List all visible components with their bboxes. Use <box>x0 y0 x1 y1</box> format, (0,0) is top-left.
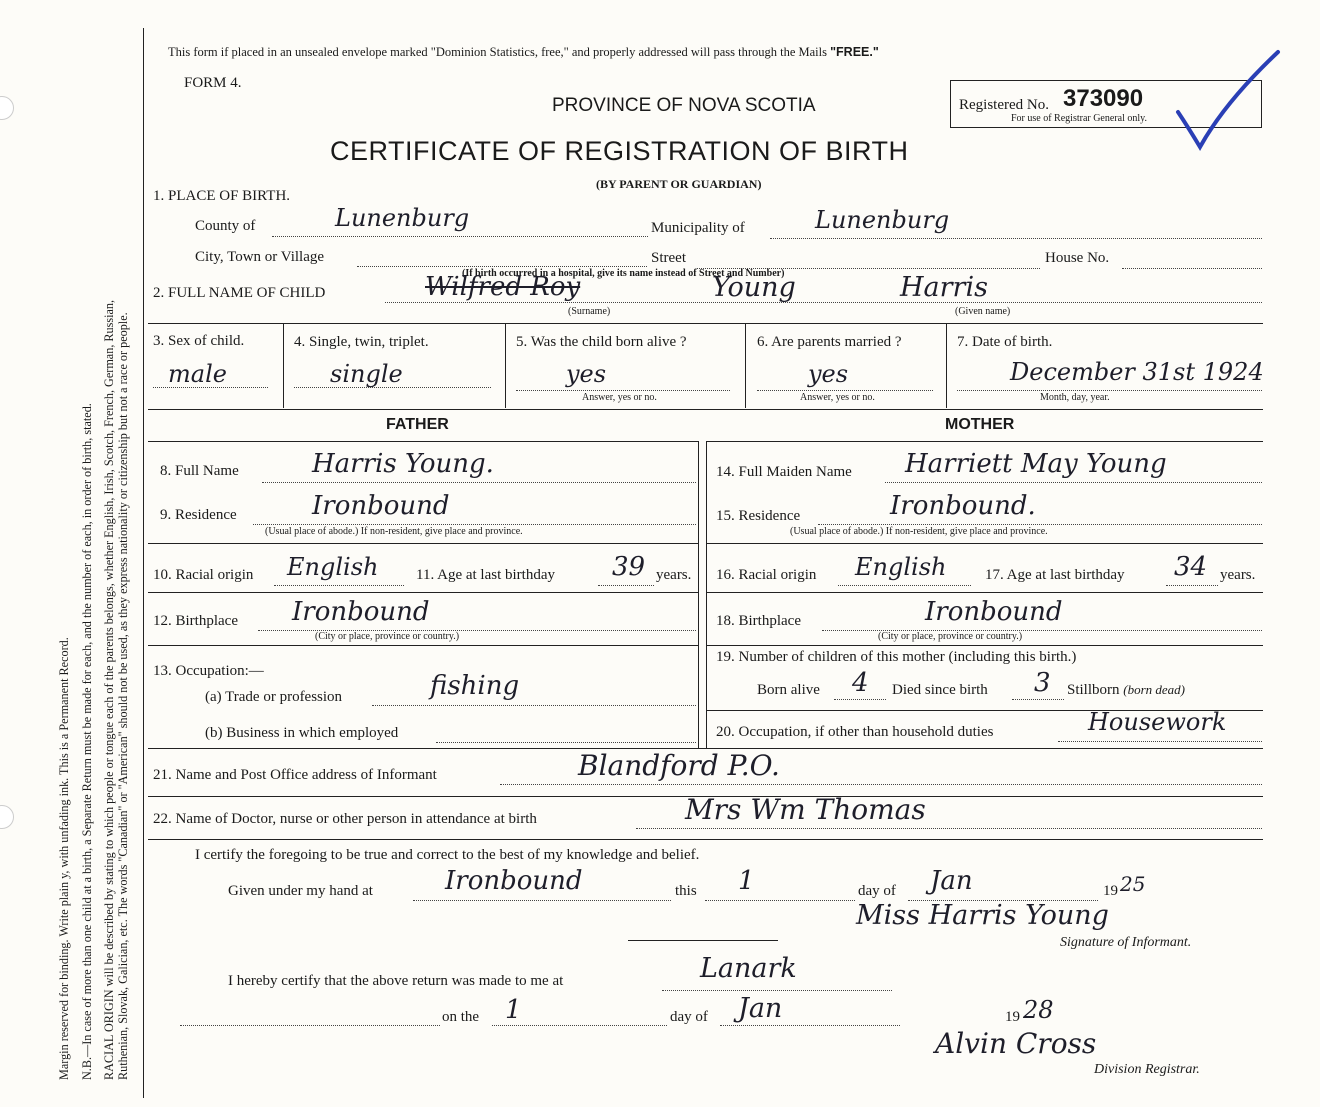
children-count-label: 19. Number of children of this mother (including this birth.) <box>716 649 1077 665</box>
divider-6-7 <box>946 323 947 408</box>
died-label: Died since birth <box>892 682 988 698</box>
reg-month-value: Jan <box>738 993 783 1024</box>
on-the-label: on the <box>442 1009 480 1025</box>
stillborn-note: (born dead) <box>1123 682 1186 697</box>
dob-label: 7. Date of birth. <box>957 334 1053 350</box>
reg-day-value: 1 <box>505 995 522 1025</box>
county-label: County of <box>195 218 256 234</box>
mother-residence-label: 15. Residence <box>716 508 801 524</box>
day-of-label: day of <box>858 883 896 899</box>
separator-rule <box>628 940 778 941</box>
child-name-label: 2. FULL NAME OF CHILD <box>153 285 326 301</box>
father-residence-note: (Usual place of abode.) If non-resident, give place and province. <box>265 526 523 537</box>
doctor-line <box>636 828 1262 829</box>
child-surname: Young <box>712 272 796 303</box>
mother-years-label: years. <box>1220 567 1256 583</box>
registrar-use-note: For use of Registrar General only. <box>1011 113 1147 124</box>
city-label: City, Town or Village <box>195 249 325 265</box>
informant-signature-label: Signature of Informant. <box>1060 935 1192 950</box>
dob-line <box>957 390 1262 391</box>
divider-row-birthplace-r <box>706 645 1263 646</box>
informant-value: Blandford P.O. <box>578 749 780 782</box>
place-of-birth-heading: 1. PLACE OF BIRTH. <box>153 188 291 204</box>
mail-notice <box>168 45 879 60</box>
divider-mother-head <box>706 441 1263 442</box>
year-suffix: 25 <box>1120 872 1146 896</box>
registrar-signature: Alvin Cross <box>935 1027 1097 1060</box>
province-heading: PROVINCE OF NOVA SCOTIA <box>552 95 816 116</box>
divider-row-residence-r <box>706 543 1263 544</box>
divider-parents-top <box>148 409 1263 410</box>
divider-father-head <box>148 441 698 442</box>
divider-4-5 <box>505 323 506 408</box>
mother-birthplace-value: Ironbound <box>925 597 1063 627</box>
mother-name-value: Harriett May Young <box>905 449 1167 479</box>
mother-birthplace-label: 18. Birthplace <box>716 613 801 629</box>
struck-given-name: Wilfred Roy <box>425 272 581 302</box>
died-value: 3 <box>1034 668 1051 698</box>
binding-hole-top <box>0 96 14 120</box>
form-number: FORM 4. <box>184 75 242 91</box>
binding-hole-bottom <box>0 805 14 829</box>
father-name-label: 8. Full Name <box>160 463 239 479</box>
divider-parents-right <box>706 441 707 748</box>
county-line <box>272 236 648 237</box>
plurality-label: 4. Single, twin, triplet. <box>294 334 429 350</box>
reg-month-line <box>720 1025 900 1026</box>
given-label: Given under my hand at <box>228 883 373 899</box>
mother-racial-line <box>838 585 971 586</box>
informant-signature: Miss Harris Young <box>856 900 1109 931</box>
married-answer-note: Answer, yes or no. <box>800 392 875 403</box>
father-age-line <box>598 585 654 586</box>
given-place-value: Ironbound <box>445 866 583 896</box>
father-age-value: 39 <box>612 552 646 582</box>
mother-occupation-line <box>1058 741 1262 742</box>
year-prefix: 19 <box>1103 883 1118 899</box>
father-birthplace-label: 12. Birthplace <box>153 613 238 629</box>
mother-name-label: 14. Full Maiden Name <box>716 464 852 480</box>
alive-label: 5. Was the child born alive ? <box>516 334 687 350</box>
mother-residence-note: (Usual place of abode.) If non-resident, give place and province. <box>790 526 1048 537</box>
divider-doctor <box>148 839 1263 840</box>
registered-number: 373090 <box>1063 85 1144 112</box>
margin-note-racial-2: Ruthenian, Slovak, Galician, etc. The words "Canadian" or "American" should not be used, as they express nationality or citizenship but not a race or people. <box>116 312 130 1080</box>
father-business-line <box>436 742 696 743</box>
mother-residence-value: Ironbound. <box>890 491 1036 521</box>
father-residence-label: 9. Residence <box>160 507 237 523</box>
municipality-label: Municipality of <box>651 220 745 236</box>
stillborn-label <box>1067 682 1185 699</box>
dob-note: Month, day, year. <box>1040 392 1110 403</box>
mail-notice-text: This form if placed in an unsealed envelope marked "Dominion Statistics, free," and properly addressed will pass through the Mails <box>168 45 827 59</box>
margin-note-racial: RACIAL ORIGIN will be described by stating to which people or tongue each of the parents belongs, whether English, Irish, Scotch, French, German, Russian, <box>102 299 116 1080</box>
father-residence-line <box>253 524 696 525</box>
reg-day-of-label: day of <box>670 1009 708 1025</box>
street-label: Street <box>651 250 686 266</box>
mail-free: "FREE." <box>830 45 879 59</box>
mother-age-label: 17. Age at last birthday <box>985 567 1125 583</box>
alive-line <box>516 390 730 391</box>
father-residence-value: Ironbound <box>312 491 450 521</box>
informant-line <box>500 784 1262 785</box>
divider-5-6 <box>745 323 746 408</box>
born-alive-value: 4 <box>852 668 869 698</box>
father-business-label: (b) Business in which employed <box>205 725 399 741</box>
divider-3-4 <box>283 323 284 408</box>
informant-label: 21. Name and Post Office address of Informant <box>153 767 437 783</box>
married-value: yes <box>808 360 849 388</box>
surname-note: (Surname) <box>568 306 611 317</box>
county-value: Lunenburg <box>335 204 470 232</box>
margin-note-binding: Margin reserved for binding. Write plain y, with unfading ink. This is a Permanent Record. <box>57 637 71 1080</box>
municipality-value: Lunenburg <box>815 206 950 234</box>
dob-value: December 31st 1924 <box>1010 358 1264 386</box>
day-value: 1 <box>738 866 755 896</box>
father-heading: FATHER <box>386 416 449 433</box>
mother-residence-line <box>818 524 1262 525</box>
hospital-note: (If birth occurred in a hospital, give its name instead of Street and Number) <box>462 268 785 279</box>
stillborn-label-text: Stillborn <box>1067 682 1120 698</box>
mother-racial-label: 16. Racial origin <box>716 567 817 583</box>
registered-label: Registered No. <box>959 97 1049 113</box>
certificate-title: CERTIFICATE OF REGISTRATION OF BIRTH <box>330 136 909 166</box>
father-birthplace-note: (City or place, province or country.) <box>315 631 460 642</box>
plurality-value: single <box>330 360 403 388</box>
house-line <box>1122 268 1262 269</box>
mother-occupation-value: Housework <box>1088 708 1227 736</box>
mother-occupation-label: 20. Occupation, if other than household duties <box>716 724 994 740</box>
this-label: this <box>675 883 697 899</box>
born-alive-label: Born alive <box>757 682 820 698</box>
married-label: 6. Are parents married ? <box>757 334 902 350</box>
certify-text: I certify the foregoing to be true and correct to the best of my knowledge and belief. <box>195 847 700 863</box>
divider-row-birthplace-l <box>148 645 698 646</box>
mother-racial-value: English <box>855 553 947 581</box>
division-registrar-label: Division Registrar. <box>1094 1062 1200 1077</box>
reg-year-prefix: 19 <box>1005 1009 1020 1025</box>
father-trade-value: fishing <box>430 671 520 701</box>
divider-row-racial-l <box>148 592 698 593</box>
married-line <box>757 390 933 391</box>
father-racial-label: 10. Racial origin <box>153 567 254 583</box>
divider-child-details-top <box>148 323 1263 324</box>
given-name-note: (Given name) <box>955 306 1011 317</box>
doctor-label: 22. Name of Doctor, nurse or other person in attendance at birth <box>153 811 537 827</box>
margin-rule <box>143 28 144 1098</box>
reg-year-suffix: 28 <box>1023 996 1054 1024</box>
city-line <box>357 266 647 267</box>
municipality-line <box>770 238 1262 239</box>
margin-note-nb: N.B.—In case of more than one child at a birth, a Separate Return must be made for each, and the number of each, in order of birth, stated. <box>80 403 94 1080</box>
registrar-left-line <box>180 1025 440 1026</box>
father-birthplace-value: Ironbound <box>292 597 430 627</box>
registrar-text: I hereby certify that the above return was made to me at <box>228 973 564 989</box>
father-name-value: Harris Young. <box>312 449 494 479</box>
registrar-place-line <box>662 990 892 991</box>
month-value: Jan <box>930 866 973 896</box>
divider-row-residence-l <box>148 543 698 544</box>
father-trade-label: (a) Trade or profession <box>205 689 343 705</box>
alive-value: yes <box>566 360 607 388</box>
mother-heading: MOTHER <box>945 416 1015 433</box>
divider-parents-left <box>698 441 699 748</box>
mother-name-line <box>885 482 1262 483</box>
given-place-line <box>413 900 671 901</box>
reg-day-line <box>492 1025 667 1026</box>
father-racial-value: English <box>287 553 379 581</box>
sex-label: 3. Sex of child. <box>153 333 245 349</box>
certificate-subtitle: (BY PARENT OR GUARDIAN) <box>596 177 762 191</box>
divider-row-racial-r <box>706 592 1263 593</box>
father-occupation-label: 13. Occupation:— <box>153 663 264 679</box>
child-name-line <box>385 302 1262 303</box>
sex-value: male <box>168 360 227 388</box>
day-line <box>705 900 855 901</box>
house-label: House No. <box>1045 250 1110 266</box>
mother-age-line <box>1166 585 1218 586</box>
registrar-place-value: Lanark <box>700 953 797 984</box>
father-racial-line <box>274 585 404 586</box>
father-years-label: years. <box>656 567 692 583</box>
father-trade-line <box>372 705 696 706</box>
mother-birthplace-note: (City or place, province or country.) <box>878 631 1023 642</box>
alive-answer-note: Answer, yes or no. <box>582 392 657 403</box>
child-given-name: Harris <box>900 272 988 303</box>
mother-age-value: 34 <box>1174 552 1208 582</box>
doctor-value: Mrs Wm Thomas <box>685 793 926 826</box>
father-name-line <box>262 482 696 483</box>
died-line <box>1012 699 1064 700</box>
father-age-label: 11. Age at last birthday <box>416 567 555 583</box>
born-alive-line <box>834 699 886 700</box>
checkmark-icon <box>1170 42 1285 154</box>
